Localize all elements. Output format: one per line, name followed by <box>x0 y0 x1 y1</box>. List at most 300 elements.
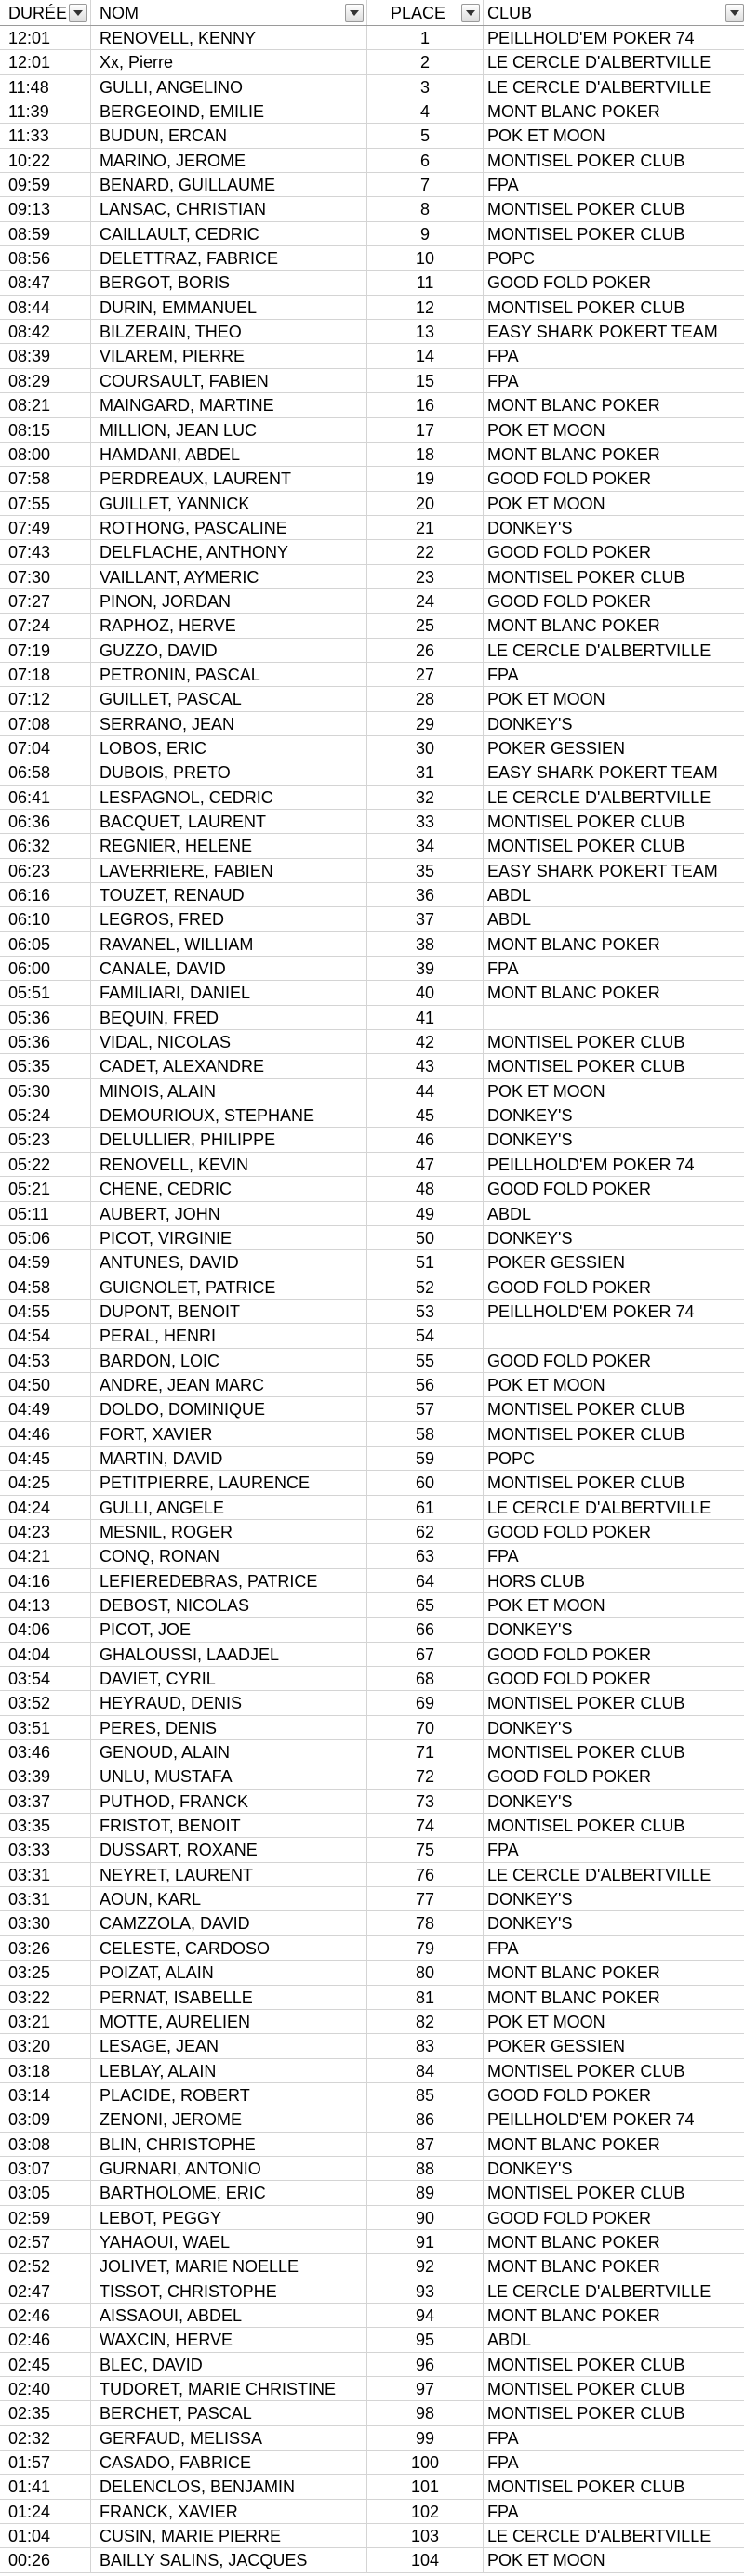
table-row[interactable] <box>0 1397 744 1421</box>
cell-nom[interactable]: DELULLIER, PHILIPPE <box>91 1128 367 1151</box>
cell-nom[interactable]: ANTUNES, DAVID <box>91 1250 367 1274</box>
cell-nom[interactable]: FAMILIARI, DANIEL <box>91 981 367 1004</box>
cell-place[interactable]: 39 <box>367 957 484 980</box>
table-row[interactable] <box>0 1349 744 1373</box>
cell-duree[interactable]: 07:30 <box>0 565 91 588</box>
cell-duree[interactable]: 08:00 <box>0 443 91 466</box>
cell-nom[interactable]: CADET, ALEXANDRE <box>91 1054 367 1077</box>
cell-place[interactable]: 5 <box>367 124 484 147</box>
cell-place[interactable]: 2 <box>367 50 484 73</box>
cell-place[interactable]: 15 <box>367 369 484 392</box>
cell-duree[interactable]: 03:35 <box>0 1814 91 1837</box>
cell-place[interactable]: 13 <box>367 320 484 343</box>
cell-duree[interactable]: 02:40 <box>0 2377 91 2400</box>
cell-nom[interactable]: BAILLY SALINS, JACQUES <box>91 2548 367 2571</box>
cell-nom[interactable]: PERAL, HENRI <box>91 1324 367 1347</box>
cell-club[interactable]: MONTISEL POKER CLUB <box>487 2380 685 2398</box>
cell-place[interactable]: 74 <box>367 1814 484 1837</box>
cell-nom[interactable]: GUZZO, DAVID <box>91 639 367 662</box>
cell-club[interactable]: LE CERCLE D'ALBERTVILLE <box>487 787 711 807</box>
cell-duree[interactable]: 04:49 <box>0 1397 91 1420</box>
table-row[interactable] <box>0 1177 744 1201</box>
cell-place[interactable]: 46 <box>367 1128 484 1151</box>
cell-duree[interactable]: 02:52 <box>0 2254 91 2278</box>
cell-club[interactable]: POK ET MOON <box>487 420 605 440</box>
cell-nom[interactable]: Xx, Pierre <box>91 50 367 73</box>
cell-duree[interactable]: 02:46 <box>0 2328 91 2351</box>
cell-club[interactable]: GOOD FOLD POKER <box>487 543 652 562</box>
table-row[interactable] <box>0 834 744 858</box>
cell-place[interactable]: 11 <box>367 271 484 294</box>
cell-duree[interactable]: 05:06 <box>0 1226 91 1249</box>
cell-duree[interactable]: 06:10 <box>0 907 91 931</box>
cell-club[interactable]: MONTISEL POKER CLUB <box>487 1057 685 1077</box>
cell-nom[interactable]: RENOVELL, KEVIN <box>91 1153 367 1176</box>
cell-duree[interactable]: 03:05 <box>0 2181 91 2204</box>
table-row[interactable] <box>0 1618 744 1642</box>
cell-nom[interactable]: PERNAT, ISABELLE <box>91 1986 367 2009</box>
cell-place[interactable]: 93 <box>367 2279 484 2303</box>
cell-place[interactable]: 27 <box>367 663 484 686</box>
table-row[interactable] <box>0 1496 744 1520</box>
cell-duree[interactable]: 04:59 <box>0 1250 91 1274</box>
cell-club[interactable]: PEILLHOLD'EM POKER 74 <box>487 29 695 47</box>
table-row[interactable] <box>0 2059 744 2083</box>
cell-nom[interactable]: BENARD, GUILLAUME <box>91 173 367 196</box>
table-row[interactable] <box>0 540 744 564</box>
cell-nom[interactable]: DUSSART, ROXANE <box>91 1838 367 1861</box>
cell-nom[interactable]: DELFLACHE, ANTHONY <box>91 540 367 563</box>
cell-place[interactable]: 37 <box>367 907 484 931</box>
cell-duree[interactable]: 08:42 <box>0 320 91 343</box>
cell-place[interactable]: 94 <box>367 2304 484 2327</box>
cell-duree[interactable]: 03:26 <box>0 1936 91 1960</box>
cell-nom[interactable]: MARINO, JEROME <box>91 149 367 172</box>
cell-duree[interactable]: 03:46 <box>0 1740 91 1764</box>
table-row[interactable] <box>0 2304 744 2328</box>
cell-nom[interactable]: RAPHOZ, HERVE <box>91 614 367 637</box>
table-row[interactable] <box>0 957 744 981</box>
cell-club[interactable]: LE CERCLE D'ALBERTVILLE <box>487 641 711 660</box>
cell-duree[interactable]: 06:05 <box>0 932 91 956</box>
table-row[interactable] <box>0 1054 744 1078</box>
cell-club[interactable]: MONTISEL POKER CLUB <box>487 2477 685 2497</box>
cell-place[interactable]: 17 <box>367 418 484 442</box>
cell-duree[interactable]: 03:08 <box>0 2133 91 2156</box>
cell-place[interactable]: 31 <box>367 760 484 784</box>
cell-nom[interactable]: BARDON, LOIC <box>91 1349 367 1372</box>
cell-club[interactable]: ABDL <box>487 1204 532 1223</box>
cell-club[interactable]: DONKEY'S <box>487 1620 573 1640</box>
table-row[interactable] <box>0 26 744 50</box>
cell-duree[interactable]: 09:13 <box>0 197 91 220</box>
cell-club[interactable]: MONTISEL POKER CLUB <box>487 812 685 831</box>
cell-place[interactable]: 54 <box>367 1324 484 1347</box>
cell-place[interactable]: 19 <box>367 467 484 490</box>
cell-club[interactable]: MONTISEL POKER CLUB <box>487 2061 685 2081</box>
cell-place[interactable]: 65 <box>367 1593 484 1617</box>
cell-club[interactable]: GOOD FOLD POKER <box>487 1180 652 1199</box>
cell-club[interactable]: MONT BLANC POKER <box>487 396 660 416</box>
cell-place[interactable]: 68 <box>367 1667 484 1690</box>
cell-club[interactable]: GOOD FOLD POKER <box>487 2208 652 2227</box>
cell-club[interactable]: MONT BLANC POKER <box>487 1988 660 2007</box>
cell-duree[interactable]: 03:09 <box>0 2107 91 2131</box>
cell-duree[interactable]: 10:22 <box>0 149 91 172</box>
cell-club[interactable]: MONTISEL POKER CLUB <box>487 1694 685 1713</box>
table-row[interactable] <box>0 2279 744 2304</box>
cell-duree[interactable]: 05:24 <box>0 1103 91 1127</box>
cell-nom[interactable]: YAHAOUI, WAEL <box>91 2230 367 2253</box>
cell-club[interactable]: POK ET MOON <box>487 2551 605 2570</box>
table-row[interactable] <box>0 2010 744 2034</box>
cell-nom[interactable]: PICOT, JOE <box>91 1618 367 1641</box>
cell-duree[interactable]: 05:36 <box>0 1006 91 1029</box>
table-row[interactable] <box>0 1103 744 1128</box>
cell-nom[interactable]: CANALE, DAVID <box>91 957 367 980</box>
cell-duree[interactable]: 04:45 <box>0 1447 91 1470</box>
cell-duree[interactable]: 07:49 <box>0 516 91 539</box>
cell-club[interactable]: POPC <box>487 1448 536 1468</box>
cell-nom[interactable]: DEBOST, NICOLAS <box>91 1593 367 1617</box>
table-row[interactable] <box>0 1300 744 1324</box>
cell-place[interactable]: 77 <box>367 1887 484 1910</box>
cell-place[interactable]: 55 <box>367 1349 484 1372</box>
cell-nom[interactable]: GUILLET, PASCAL <box>91 687 367 710</box>
cell-duree[interactable]: 04:13 <box>0 1593 91 1617</box>
table-row[interactable] <box>0 516 744 540</box>
cell-place[interactable]: 89 <box>367 2181 484 2204</box>
cell-nom[interactable]: MARTIN, DAVID <box>91 1447 367 1470</box>
cell-duree[interactable]: 03:51 <box>0 1716 91 1739</box>
table-row[interactable] <box>0 907 744 931</box>
cell-club[interactable]: POK ET MOON <box>487 494 605 513</box>
cell-nom[interactable]: BACQUET, LAURENT <box>91 810 367 833</box>
cell-club[interactable]: FPA <box>487 959 519 979</box>
cell-nom[interactable]: RENOVELL, KENNY <box>91 26 367 49</box>
cell-club[interactable]: FPA <box>487 2502 519 2521</box>
cell-duree[interactable]: 03:54 <box>0 1667 91 1690</box>
cell-club[interactable]: MONT BLANC POKER <box>487 984 660 1003</box>
cell-place[interactable]: 12 <box>367 296 484 319</box>
table-row[interactable] <box>0 639 744 663</box>
cell-nom[interactable]: LOBOS, ERIC <box>91 736 367 760</box>
cell-duree[interactable]: 03:25 <box>0 1961 91 1984</box>
cell-nom[interactable]: LEGROS, FRED <box>91 907 367 931</box>
cell-nom[interactable]: DUPONT, BENOIT <box>91 1300 367 1323</box>
cell-place[interactable]: 33 <box>367 810 484 833</box>
cell-duree[interactable]: 07:19 <box>0 639 91 662</box>
cell-duree[interactable]: 07:58 <box>0 467 91 490</box>
cell-club[interactable]: GOOD FOLD POKER <box>487 1767 652 1787</box>
cell-nom[interactable]: FRISTOT, BENOIT <box>91 1814 367 1837</box>
cell-place[interactable]: 83 <box>367 2034 484 2057</box>
table-row[interactable] <box>0 1079 744 1103</box>
table-row[interactable] <box>0 1691 744 1715</box>
cell-nom[interactable]: CELESTE, CARDOSO <box>91 1936 367 1960</box>
cell-place[interactable]: 23 <box>367 565 484 588</box>
cell-club[interactable]: DONKEY'S <box>487 1914 573 1934</box>
cell-nom[interactable]: GURNARI, ANTONIO <box>91 2157 367 2180</box>
cell-club[interactable]: FPA <box>487 1547 519 1566</box>
cell-duree[interactable]: 07:27 <box>0 589 91 613</box>
cell-nom[interactable]: LEBOT, PEGGY <box>91 2206 367 2229</box>
cell-nom[interactable]: DUBOIS, PRETO <box>91 760 367 784</box>
table-row[interactable] <box>0 2206 744 2230</box>
table-row[interactable] <box>0 1153 744 1177</box>
cell-club[interactable]: LE CERCLE D'ALBERTVILLE <box>487 1498 711 1517</box>
cell-place[interactable]: 75 <box>367 1838 484 1861</box>
cell-club[interactable]: MONT BLANC POKER <box>487 444 660 464</box>
table-row[interactable] <box>0 565 744 589</box>
cell-nom[interactable]: CASADO, FABRICE <box>91 2451 367 2474</box>
cell-duree[interactable]: 06:58 <box>0 760 91 784</box>
cell-nom[interactable]: CAILLAULT, CEDRIC <box>91 222 367 245</box>
table-row[interactable] <box>0 344 744 368</box>
cell-club[interactable]: DONKEY'S <box>487 1890 573 1909</box>
cell-club[interactable]: LE CERCLE D'ALBERTVILLE <box>487 2281 711 2301</box>
cell-place[interactable]: 99 <box>367 2426 484 2450</box>
cell-nom[interactable]: BUDUN, ERCAN <box>91 124 367 147</box>
cell-club[interactable]: MONT BLANC POKER <box>487 1963 660 1983</box>
cell-duree[interactable]: 04:06 <box>0 1618 91 1641</box>
cell-nom[interactable]: MAINGARD, MARTINE <box>91 393 367 416</box>
cell-duree[interactable]: 07:55 <box>0 492 91 515</box>
cell-club[interactable]: ABDL <box>487 886 532 905</box>
table-row[interactable] <box>0 1986 744 2010</box>
table-row[interactable] <box>0 2254 744 2279</box>
cell-nom[interactable]: CUSIN, MARIE PIERRE <box>91 2524 367 2547</box>
cell-place[interactable]: 67 <box>367 1643 484 1666</box>
cell-place[interactable]: 104 <box>367 2548 484 2571</box>
cell-nom[interactable]: BERGEOIND, EMILIE <box>91 99 367 123</box>
cell-nom[interactable]: GULLI, ANGELINO <box>91 75 367 99</box>
table-row[interactable] <box>0 2083 744 2107</box>
cell-nom[interactable]: GENOUD, ALAIN <box>91 1740 367 1764</box>
cell-place[interactable]: 79 <box>367 1936 484 1960</box>
cell-club[interactable]: GOOD FOLD POKER <box>487 1522 652 1541</box>
cell-nom[interactable]: TISSOT, CHRISTOPHE <box>91 2279 367 2303</box>
cell-place[interactable]: 8 <box>367 197 484 220</box>
table-row[interactable] <box>0 2548 744 2572</box>
cell-duree[interactable]: 05:36 <box>0 1030 91 1053</box>
cell-duree[interactable]: 01:04 <box>0 2524 91 2547</box>
cell-duree[interactable]: 04:25 <box>0 1471 91 1494</box>
cell-nom[interactable]: PLACIDE, ROBERT <box>91 2083 367 2107</box>
table-row[interactable] <box>0 467 744 491</box>
cell-nom[interactable]: BERGOT, BORIS <box>91 271 367 294</box>
table-row[interactable] <box>0 1373 744 1397</box>
cell-club[interactable]: FPA <box>487 2453 519 2473</box>
cell-duree[interactable]: 08:59 <box>0 222 91 245</box>
cell-club[interactable]: FPA <box>487 1841 519 1860</box>
cell-place[interactable]: 81 <box>367 1986 484 2009</box>
table-row[interactable] <box>0 2181 744 2205</box>
cell-nom[interactable]: BARTHOLOME, ERIC <box>91 2181 367 2204</box>
cell-place[interactable]: 59 <box>367 1447 484 1470</box>
table-row[interactable] <box>0 2133 744 2157</box>
cell-place[interactable]: 71 <box>367 1740 484 1764</box>
cell-duree[interactable]: 07:12 <box>0 687 91 710</box>
table-row[interactable] <box>0 1814 744 1838</box>
table-row[interactable] <box>0 614 744 638</box>
cell-duree[interactable]: 03:33 <box>0 1838 91 1861</box>
cell-place[interactable]: 38 <box>367 932 484 956</box>
table-row[interactable] <box>0 2230 744 2254</box>
table-row[interactable] <box>0 1544 744 1568</box>
cell-nom[interactable]: BLEC, DAVID <box>91 2353 367 2376</box>
cell-nom[interactable]: HEYRAUD, DENIS <box>91 1691 367 1714</box>
cell-club[interactable]: GOOD FOLD POKER <box>487 273 652 293</box>
cell-club[interactable]: GOOD FOLD POKER <box>487 469 652 489</box>
cell-duree[interactable]: 08:56 <box>0 246 91 270</box>
cell-club[interactable]: POK ET MOON <box>487 126 605 146</box>
cell-club[interactable]: FPA <box>487 2428 519 2448</box>
chevron-down-icon[interactable] <box>461 4 480 22</box>
cell-place[interactable]: 58 <box>367 1422 484 1446</box>
cell-place[interactable]: 34 <box>367 834 484 857</box>
chevron-down-icon[interactable] <box>345 4 364 22</box>
cell-club[interactable]: DONKEY'S <box>487 1228 573 1248</box>
cell-duree[interactable]: 05:30 <box>0 1079 91 1103</box>
cell-place[interactable]: 47 <box>367 1153 484 1176</box>
table-row[interactable] <box>0 1202 744 1226</box>
cell-duree[interactable]: 03:31 <box>0 1863 91 1886</box>
table-row[interactable] <box>0 2157 744 2181</box>
table-row[interactable] <box>0 810 744 834</box>
cell-place[interactable]: 18 <box>367 443 484 466</box>
table-row[interactable] <box>0 1936 744 1961</box>
table-row[interactable] <box>0 2451 744 2475</box>
cell-nom[interactable]: TUDORET, MARIE CHRISTINE <box>91 2377 367 2400</box>
cell-place[interactable]: 4 <box>367 99 484 123</box>
cell-place[interactable]: 21 <box>367 516 484 539</box>
cell-nom[interactable]: LANSAC, CHRISTIAN <box>91 197 367 220</box>
cell-club[interactable]: EASY SHARK POKERT TEAM <box>487 323 718 342</box>
cell-nom[interactable]: PERES, DENIS <box>91 1716 367 1739</box>
cell-duree[interactable]: 03:07 <box>0 2157 91 2180</box>
cell-nom[interactable]: PUTHOD, FRANCK <box>91 1790 367 1813</box>
cell-place[interactable]: 9 <box>367 222 484 245</box>
cell-club[interactable]: MONTISEL POKER CLUB <box>487 2355 685 2374</box>
cell-club[interactable]: POK ET MOON <box>487 2012 605 2031</box>
cell-nom[interactable]: HAMDANI, ABDEL <box>91 443 367 466</box>
cell-club[interactable]: POK ET MOON <box>487 1081 605 1101</box>
table-row[interactable] <box>0 124 744 148</box>
table-row[interactable] <box>0 981 744 1005</box>
cell-duree[interactable]: 05:22 <box>0 1153 91 1176</box>
cell-club[interactable]: PEILLHOLD'EM POKER 74 <box>487 1155 695 1174</box>
cell-duree[interactable]: 04:21 <box>0 1544 91 1567</box>
cell-duree[interactable]: 04:24 <box>0 1496 91 1519</box>
cell-place[interactable]: 63 <box>367 1544 484 1567</box>
cell-place[interactable]: 36 <box>367 883 484 906</box>
cell-duree[interactable]: 03:21 <box>0 2010 91 2033</box>
cell-duree[interactable]: 06:23 <box>0 859 91 882</box>
cell-nom[interactable]: UNLU, MUSTAFA <box>91 1764 367 1788</box>
table-row[interactable] <box>0 1911 744 1935</box>
cell-duree[interactable]: 03:52 <box>0 1691 91 1714</box>
cell-club[interactable] <box>484 1006 744 1029</box>
cell-club[interactable]: LE CERCLE D'ALBERTVILLE <box>487 2527 711 2546</box>
cell-duree[interactable]: 08:21 <box>0 393 91 416</box>
cell-place[interactable]: 50 <box>367 1226 484 1249</box>
cell-club[interactable]: POKER GESSIEN <box>487 2037 626 2056</box>
cell-duree[interactable]: 03:39 <box>0 1764 91 1788</box>
table-row[interactable] <box>0 369 744 393</box>
cell-place[interactable]: 98 <box>367 2401 484 2424</box>
cell-club[interactable]: MONTISEL POKER CLUB <box>487 2184 685 2203</box>
cell-club[interactable]: ABDL <box>487 910 532 930</box>
cell-duree[interactable]: 02:57 <box>0 2230 91 2253</box>
cell-place[interactable]: 48 <box>367 1177 484 1200</box>
cell-duree[interactable]: 12:01 <box>0 50 91 73</box>
table-row[interactable] <box>0 1128 744 1152</box>
cell-place[interactable]: 41 <box>367 1006 484 1029</box>
cell-place[interactable]: 60 <box>367 1471 484 1494</box>
cell-nom[interactable]: DOLDO, DOMINIQUE <box>91 1397 367 1420</box>
cell-duree[interactable]: 02:45 <box>0 2353 91 2376</box>
cell-place[interactable]: 82 <box>367 2010 484 2033</box>
table-row[interactable] <box>0 760 744 785</box>
cell-club[interactable]: MONTISEL POKER CLUB <box>487 151 685 170</box>
cell-duree[interactable]: 02:47 <box>0 2279 91 2303</box>
cell-nom[interactable]: WAXCIN, HERVE <box>91 2328 367 2351</box>
table-row[interactable] <box>0 1250 744 1275</box>
cell-nom[interactable]: FORT, XAVIER <box>91 1422 367 1446</box>
cell-club[interactable]: FPA <box>487 176 519 195</box>
cell-place[interactable]: 32 <box>367 786 484 809</box>
table-row[interactable] <box>0 1716 744 1740</box>
cell-club[interactable]: POK ET MOON <box>487 1596 605 1615</box>
cell-nom[interactable]: BEQUIN, FRED <box>91 1006 367 1029</box>
cell-club[interactable]: MONTISEL POKER CLUB <box>487 1400 685 1420</box>
cell-duree[interactable]: 05:35 <box>0 1054 91 1077</box>
table-row[interactable] <box>0 2475 744 2499</box>
cell-place[interactable]: 56 <box>367 1373 484 1396</box>
cell-nom[interactable]: DURIN, EMMANUEL <box>91 296 367 319</box>
cell-club[interactable]: GOOD FOLD POKER <box>487 1277 652 1297</box>
cell-club[interactable]: FPA <box>487 665 519 684</box>
cell-nom[interactable]: VILAREM, PIERRE <box>91 344 367 367</box>
cell-nom[interactable]: ROTHONG, PASCALINE <box>91 516 367 539</box>
cell-club[interactable]: MONTISEL POKER CLUB <box>487 224 685 244</box>
cell-duree[interactable]: 04:55 <box>0 1300 91 1323</box>
cell-nom[interactable]: PINON, JORDAN <box>91 589 367 613</box>
cell-place[interactable]: 64 <box>367 1569 484 1592</box>
table-row[interactable] <box>0 1471 744 1495</box>
cell-duree[interactable]: 06:00 <box>0 957 91 980</box>
cell-place[interactable]: 57 <box>367 1397 484 1420</box>
table-row[interactable] <box>0 418 744 443</box>
cell-nom[interactable]: JOLIVET, MARIE NOELLE <box>91 2254 367 2278</box>
cell-place[interactable]: 95 <box>367 2328 484 2351</box>
cell-nom[interactable]: LAVERRIERE, FABIEN <box>91 859 367 882</box>
cell-place[interactable]: 70 <box>367 1716 484 1739</box>
cell-club[interactable]: DONKEY'S <box>487 1130 573 1150</box>
cell-club[interactable] <box>484 1324 744 1347</box>
cell-place[interactable]: 72 <box>367 1764 484 1788</box>
cell-place[interactable]: 87 <box>367 2133 484 2156</box>
cell-place[interactable]: 49 <box>367 1202 484 1225</box>
table-row[interactable] <box>0 1447 744 1471</box>
cell-club[interactable]: LE CERCLE D'ALBERTVILLE <box>487 77 711 97</box>
cell-place[interactable]: 97 <box>367 2377 484 2400</box>
cell-place[interactable]: 24 <box>367 589 484 613</box>
cell-nom[interactable]: MESNIL, ROGER <box>91 1520 367 1543</box>
cell-duree[interactable]: 07:24 <box>0 614 91 637</box>
cell-duree[interactable]: 07:08 <box>0 712 91 735</box>
